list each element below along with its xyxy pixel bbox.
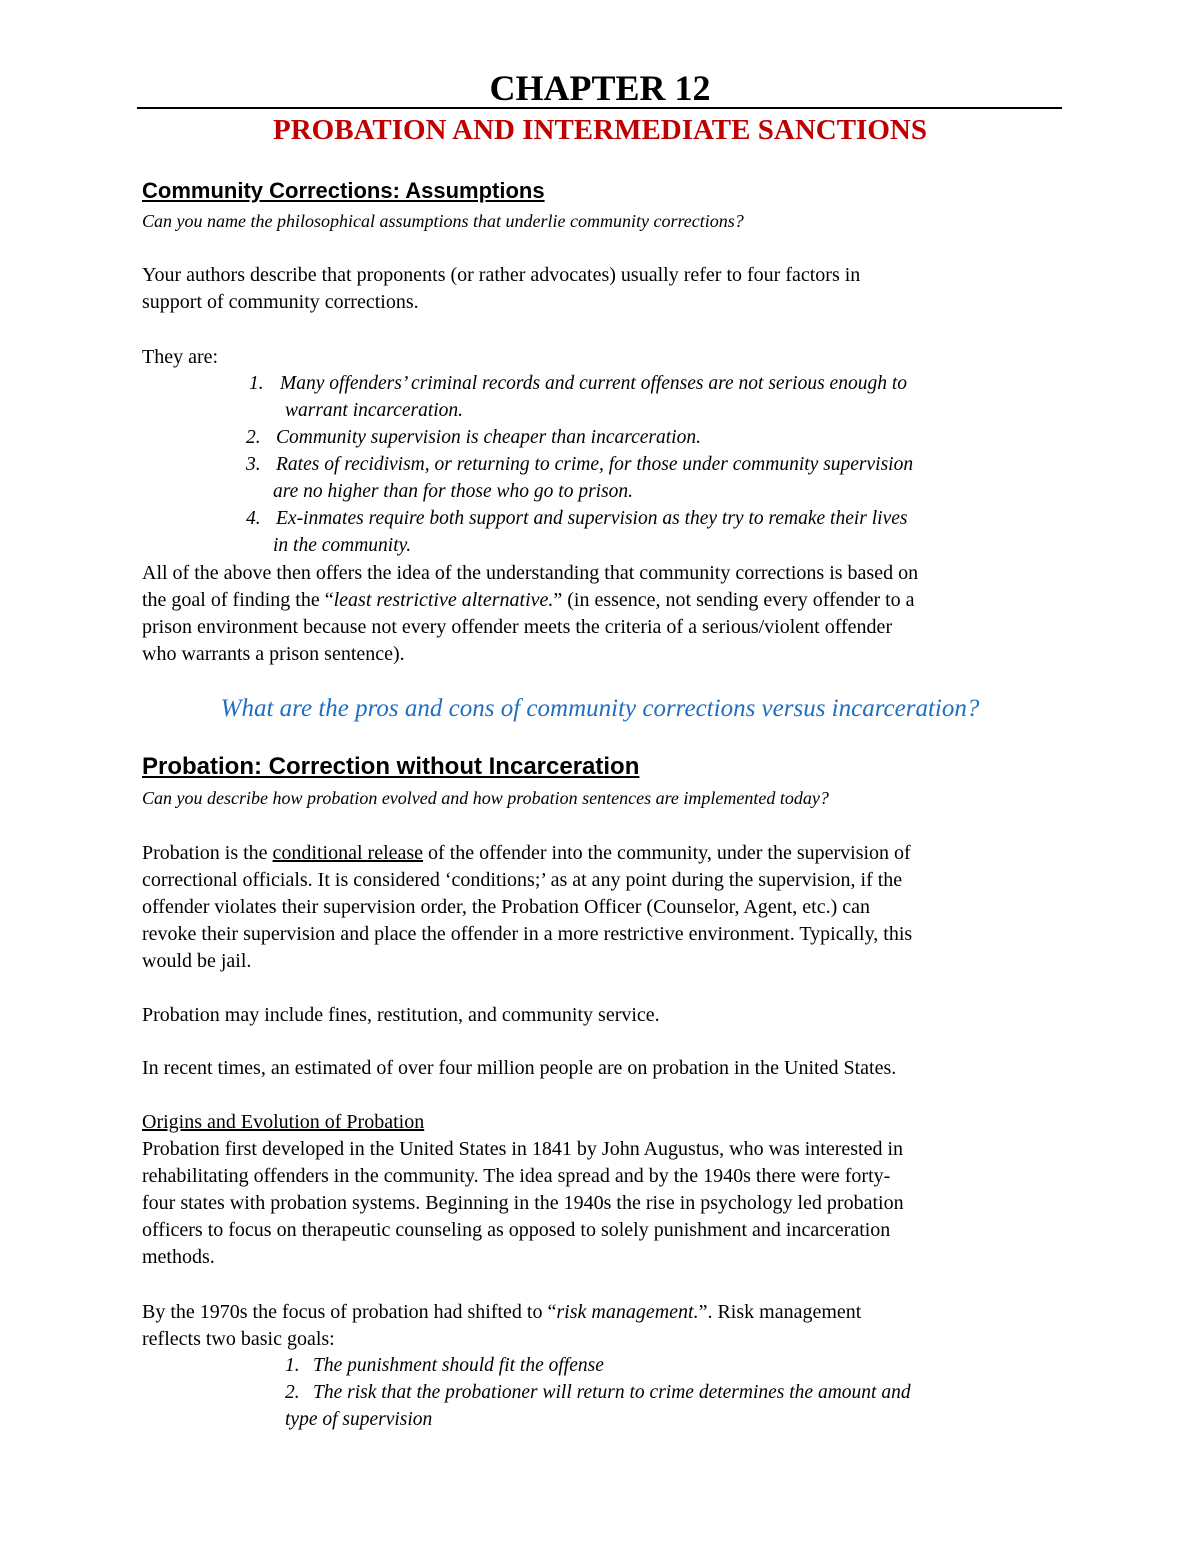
chapter-title: CHAPTER 12: [489, 68, 711, 108]
title-rule: [137, 107, 1062, 109]
list-item-text: warrant incarceration.: [285, 400, 464, 421]
emphasis-risk-management: risk management.: [556, 1301, 699, 1323]
paragraph-line: prison environment because not every offender meets the criteria of a serious/violent offender: [142, 616, 893, 638]
subheading-origins: Origins and Evolution of Probation: [142, 1111, 425, 1133]
list-item-text: The punishment should fit the offense: [313, 1355, 604, 1376]
paragraph-line: In recent times, an estimated of over four million people are on probation in the United States.: [142, 1057, 897, 1079]
section-heading-community-corrections: Community Corrections: Assumptions: [142, 178, 545, 203]
list-item-number: 1.: [249, 373, 264, 394]
list-item-text: Ex-inmates require both support and supervision as they try to remake their lives: [276, 508, 908, 529]
list-item-text: in the community.: [273, 535, 412, 556]
paragraph-line: Probation is the conditional release of the offender into the community, under the supervision of: [142, 842, 911, 864]
list-item-text: The risk that the probationer will return to crime determines the amount and: [313, 1382, 911, 1403]
paragraph-line: methods.: [142, 1246, 215, 1268]
paragraph-line: reflects two basic goals:: [142, 1328, 335, 1350]
list-item-number: 2.: [285, 1382, 300, 1403]
paragraph-line: support of community corrections.: [142, 291, 419, 313]
paragraph-line: They are:: [142, 346, 219, 368]
chapter-subtitle: PROBATION AND INTERMEDIATE SANCTIONS: [273, 114, 927, 146]
paragraph-line: By the 1970s the focus of probation had shifted to “risk management.”. Risk management: [142, 1301, 862, 1323]
paragraph-line: correctional officials. It is considered ‘conditions;’ as at any point during the supervision, if the: [142, 869, 903, 891]
list-item-text: Many offenders’ criminal records and current offenses are not serious enough to: [280, 373, 907, 394]
term-conditional-release: conditional release: [272, 842, 424, 864]
discussion-question: What are the pros and cons of community corrections versus incarceration?: [220, 695, 980, 722]
list-item-text: are no higher than for those who go to prison.: [273, 481, 634, 502]
list-item-number: 3.: [246, 454, 261, 475]
paragraph-line: Probation first developed in the United States in 1841 by John Augustus, who was interested in: [142, 1138, 904, 1160]
list-item-number: 1.: [285, 1355, 300, 1376]
list-item-number: 4.: [246, 508, 261, 529]
list-item-text: type of supervision: [285, 1409, 433, 1430]
paragraph-line: Your authors describe that proponents (or rather advocates) usually refer to four factors in: [142, 264, 861, 286]
list-item-number: 2.: [246, 427, 261, 448]
paragraph-line: Probation may include fines, restitution, and community service.: [142, 1004, 660, 1026]
section-heading-probation: Probation: Correction without Incarceration: [142, 753, 640, 780]
section-question: Can you name the philosophical assumptions that underlie community corrections?: [142, 211, 744, 231]
paragraph-line: four states with probation systems. Beginning in the 1940s the rise in psychology led probation: [142, 1192, 904, 1214]
section-question: Can you describe how probation evolved and how probation sentences are implemented today?: [142, 788, 829, 808]
paragraph-line: would be jail.: [142, 950, 252, 972]
list-item-text: Community supervision is cheaper than incarceration.: [276, 427, 701, 448]
paragraph-line: offender violates their supervision order, the Probation Officer (Counselor, Agent, etc.) can: [142, 896, 870, 918]
list-item-text: Rates of recidivism, or returning to crime, for those under community supervision: [276, 454, 914, 475]
paragraph-line: who warrants a prison sentence).: [142, 643, 405, 665]
paragraph-line: rehabilitating offenders in the community. The idea spread and by the 1940s there were forty-: [142, 1165, 891, 1187]
paragraph-line: All of the above then offers the idea of the understanding that community corrections is based on: [142, 562, 919, 584]
paragraph-line: the goal of finding the “least restrictive alternative.” (in essence, not sending every offender to a: [142, 589, 915, 611]
emphasis-least-restrictive: least restrictive alternative.: [333, 589, 554, 611]
paragraph-line: revoke their supervision and place the offender in a more restrictive environment. Typically, this: [142, 923, 913, 945]
paragraph-line: officers to focus on therapeutic counseling as opposed to solely punishment and incarceration: [142, 1219, 891, 1241]
